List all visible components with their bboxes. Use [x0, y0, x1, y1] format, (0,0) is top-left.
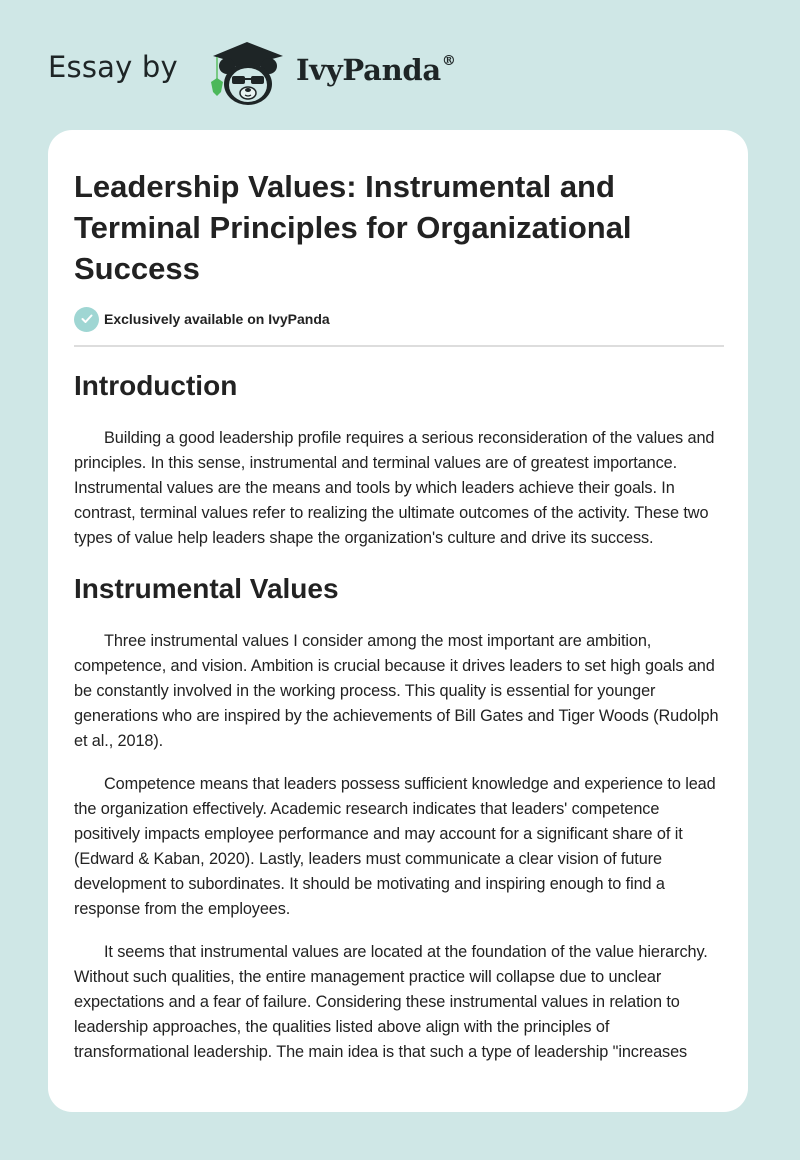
- section-heading: Instrumental Values: [74, 573, 339, 604]
- section-instrumental-values: [74, 569, 726, 1065]
- divider: [74, 345, 724, 347]
- section-heading: Introduction: [74, 370, 238, 401]
- essay-body: [74, 366, 726, 1083]
- brand-name[interactable]: IvyPanda®: [296, 53, 456, 87]
- registered-mark: ®: [441, 53, 456, 70]
- essay-by-label: Essay by: [48, 50, 178, 84]
- exclusive-badge-text: Exclusively available on IvyPanda: [104, 311, 330, 327]
- check-circle-icon: [74, 307, 99, 332]
- essay-card: [48, 130, 748, 1112]
- exclusive-badge: [74, 306, 330, 332]
- paragraph: Competence means that leaders possess sufficient knowledge and experience to lead the organization effectively. Academic research indicates that leaders' competence positively impacts employee performance and may account for a significant share of it (Edward & Kaban, 2020). Lastly, leaders must communicate a clear vision of future development to subordinates. It should be motivating and inspiring enough to find a response from the employees.: [74, 775, 716, 918]
- page-title: Leadership Values: Instrumental and Terminal Principles for Organizational Success: [74, 169, 632, 286]
- paragraph: It seems that instrumental values are located at the foundation of the value hierarchy. Without such qualities, the entire management practice will collapse due to unclear expectations and a fear of failure. Considering these instrumental values in relation to leadership approaches, the qualities listed above align with the principles of transformational leadership. The main idea is that such a type of leadership "increases: [74, 943, 708, 1061]
- paragraph: Building a good leadership profile requires a serious reconsideration of the values and principles. In this sense, instrumental and terminal values are of greatest importance. Instrumental values are the means and tools by which leaders achieve their goals. In contrast, terminal values refer to realizing the ultimate outcomes of the activity. These two types of value help leaders shape the organization's culture and drive its success.: [74, 429, 715, 547]
- paragraph: Three instrumental values I consider among the most important are ambition, competence, and vision. Ambition is crucial because it drives leaders to set high goals and be constantly involved in the working process. This quality is essential for younger generations who are inspired by the achievements of Bill Gates and Tiger Woods (Rudolph et al., 2018).: [74, 632, 719, 750]
- section-introduction: [74, 366, 726, 551]
- panda-graduate-logo-icon[interactable]: [203, 36, 291, 108]
- site-header: [0, 0, 800, 130]
